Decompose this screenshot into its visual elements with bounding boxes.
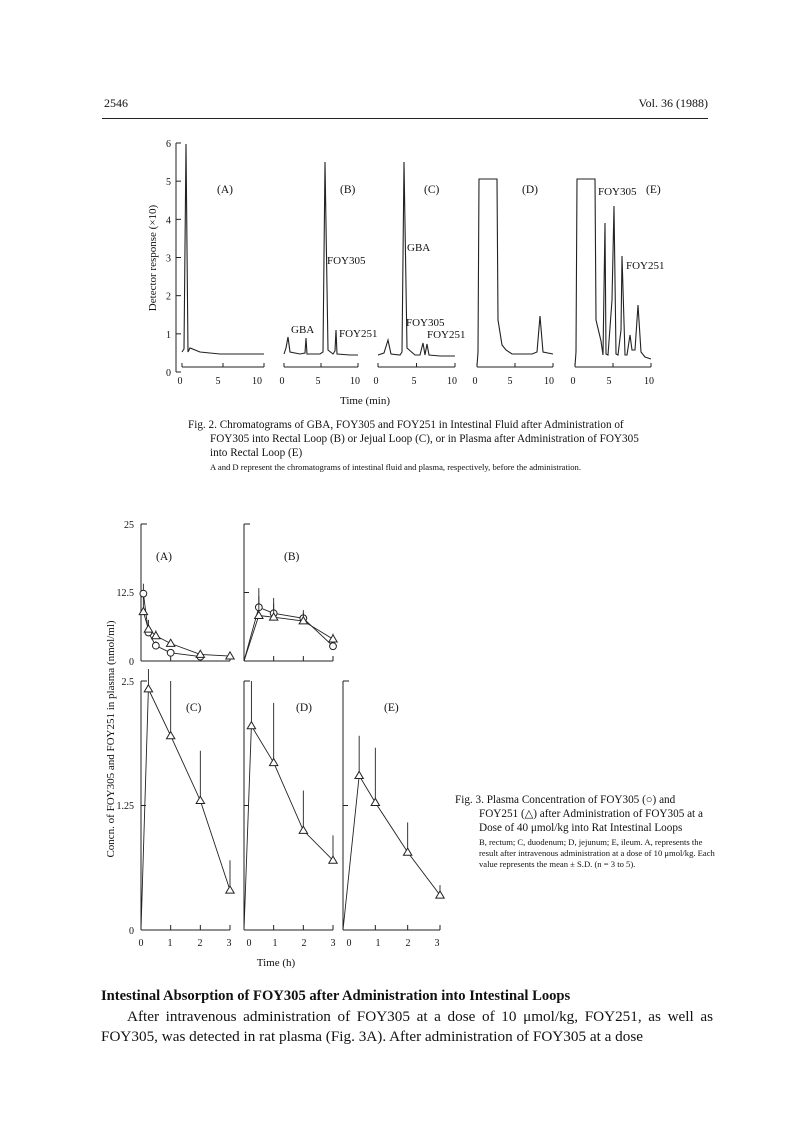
fig3-point-foy251 — [144, 625, 152, 632]
fig2-x-tick-label: 10 — [252, 376, 262, 387]
fig3-y-tick-label: 0 — [129, 926, 134, 937]
fig3-point-foy251 — [144, 685, 152, 692]
fig2-peak-label-b-foy251: FOY251 — [339, 328, 378, 340]
fig2-x-tick-label: 10 — [447, 376, 457, 387]
fig3-y-tick-label: 2.5 — [121, 677, 134, 688]
fig3-x-tick-label: 2 — [197, 938, 203, 949]
body-paragraph: After intravenous administration of FOY305 at a dose of 10 μmol/kg, FOY251, as well as FOY305, was detected in rat plasma (Fig. 3A). After administration of FOY305 at a dose — [101, 1008, 713, 1045]
fig3-data-marks — [139, 584, 444, 930]
fig2-x-tick-label: 0 — [373, 376, 379, 387]
fig2-panel-label-b: (B) — [340, 184, 356, 196]
figure-2-caption-title: Fig. 2. Chromatograms of GBA, FOY305 and FOY251 in Intestinal Fluid after Administration of FOY305 into Rectal Loop (B) or Jejual Loop (C), or in Plasma after Administration of FOY305 into Rectal Loop (E) — [188, 419, 639, 459]
fig3-y-tick-label: 0 — [129, 657, 134, 668]
fig3-point-foy305 — [152, 642, 159, 649]
fig2-x-tick-label: 5 — [315, 376, 321, 387]
fig3-x-tick-label: 1 — [272, 938, 278, 949]
fig3-point-foy251 — [226, 652, 234, 659]
fig3-point-foy251 — [247, 722, 255, 729]
fig3-point-foy251 — [226, 886, 234, 893]
fig2-peak-label-c-gba: GBA — [407, 242, 431, 254]
fig3-panel-label-a: (A) — [156, 551, 172, 563]
fig2-x-tick-label: 0 — [472, 376, 478, 387]
fig2-x-tick-label: 5 — [411, 376, 417, 387]
figure-3-caption-note: B, rectum; C, duodenum; D, jejunum; E, ileum. A, represents the result after intravenous administration at a dose of 10 μmol/kg. Each value represents the mean ± S.D. (n = 3 to 5). — [479, 837, 715, 869]
fig2-peak-label-c-foy305: FOY305 — [406, 317, 445, 329]
fig3-x-tick-label: 0 — [246, 938, 252, 949]
fig2-y-tick-label: 6 — [166, 139, 171, 150]
fig3-point-foy251 — [403, 848, 411, 855]
section-heading: Intestinal Absorption of FOY305 after Administration into Intestinal Loops — [101, 988, 571, 1004]
fig3-point-foy305 — [167, 649, 174, 656]
fig3-y-tick-label: 25 — [124, 520, 134, 531]
fig2-y-tick-label: 3 — [166, 253, 171, 265]
journal-volume: Vol. 36 (1988) — [638, 96, 708, 110]
fig3-y-tick-label: 1.25 — [116, 801, 134, 812]
figure-3-caption-title: Fig. 3. Plasma Concentration of FOY305 (○) and FOY251 (△) after Administration of FOY305 at a Dose of 40 μmol/kg into Rat Intestinal Loops — [455, 794, 703, 834]
fig2-x-tick-label: 5 — [606, 376, 612, 387]
fig3-point-foy251 — [355, 771, 363, 778]
fig2-peak-label-b-gba: GBA — [291, 324, 315, 336]
fig2-y-tick-label: 1 — [166, 329, 171, 341]
fig2-x-tick-label: 0 — [177, 376, 183, 387]
fig2-x-tick-label: 5 — [507, 376, 513, 387]
fig3-x-axis-label: Time (h) — [256, 957, 296, 969]
fig3-point-foy251 — [255, 611, 263, 618]
fig2-x-tick-label: 5 — [215, 376, 221, 387]
fig3-point-foy251 — [436, 891, 444, 898]
fig2-peak-label-e-foy305: FOY305 — [598, 186, 637, 198]
fig2-panel-label-d: (D) — [522, 184, 538, 196]
fig2-x-tick-label: 10 — [644, 376, 654, 387]
fig2-peak-label-b-foy305: FOY305 — [327, 255, 366, 267]
fig3-panel-label-e: (E) — [384, 702, 399, 714]
fig3-point-foy251 — [329, 635, 337, 642]
fig3-series-line-foy305 — [143, 594, 200, 657]
page-number: 2546 — [104, 96, 128, 110]
figure-3-caption — [455, 793, 717, 870]
fig3-point-foy251 — [166, 732, 174, 739]
fig3-point-foy305 — [140, 590, 147, 597]
fig3-point-foy251 — [299, 826, 307, 833]
fig2-y-tick-label: 5 — [166, 177, 171, 189]
fig2-x-tick-label: 0 — [279, 376, 285, 387]
fig3-x-tick-label: 0 — [138, 938, 144, 949]
fig3-panel-label-d: (D) — [296, 702, 312, 714]
fig3-y-tick-label: 12.5 — [116, 588, 134, 599]
fig3-x-tick-label: 2 — [405, 938, 411, 949]
fig2-peak-label-e-foy251: FOY251 — [626, 260, 665, 272]
fig2-y-tick-label: 0 — [166, 368, 171, 379]
fig3-point-foy251 — [139, 607, 147, 614]
fig2-x-tick-label: 0 — [570, 376, 576, 387]
fig3-series-line-foy251 — [343, 776, 440, 930]
fig3-series-line-foy251 — [141, 689, 230, 930]
fig3-x-tick-label: 1 — [375, 938, 381, 949]
fig3-x-tick-label: 1 — [167, 938, 173, 949]
fig3-x-tick-label: 3 — [330, 938, 336, 949]
fig3-panel-label-b: (B) — [284, 551, 300, 563]
fig3-point-foy305 — [330, 643, 337, 650]
fig2-x-tick-label: 10 — [350, 376, 360, 387]
fig2-peak-label-c-foy251: FOY251 — [427, 329, 466, 341]
fig2-panel-label-e: (E) — [646, 184, 661, 196]
figure-2-caption-note: A and D represent the chromatograms of intestinal fluid and plasma, respectively, before the administration. — [210, 462, 582, 472]
fig3-x-tick-label: 3 — [434, 938, 440, 949]
fig3-point-foy251 — [371, 798, 379, 805]
fig2-x-axis-label: Time (min) — [339, 395, 391, 407]
fig2-panel-label-c: (C) — [424, 184, 440, 196]
fig3-x-tick-label: 3 — [226, 938, 232, 949]
fig2-y-axis-label: Detector response (×10) — [147, 204, 159, 312]
fig3-point-foy251 — [269, 758, 277, 765]
fig2-y-tick-label: 2 — [166, 291, 171, 303]
fig3-panel-label-c: (C) — [186, 702, 202, 714]
fig3-series-line-foy251 — [244, 726, 333, 930]
fig3-point-foy251 — [166, 639, 174, 646]
fig2-y-tick-label: 4 — [166, 215, 171, 227]
fig3-axes — [117, 520, 441, 949]
fig3-x-tick-label: 2 — [301, 938, 307, 949]
fig3-y-axis-label: Concn. of FOY305 and FOY251 in plasma (nmol/ml) — [105, 620, 117, 858]
fig3-series-line-foy251 — [244, 616, 333, 662]
fig2-panel-label-a: (A) — [217, 184, 233, 196]
fig3-point-foy251 — [196, 796, 204, 803]
fig2-x-tick-label: 10 — [544, 376, 554, 387]
fig3-x-tick-label: 0 — [346, 938, 352, 949]
